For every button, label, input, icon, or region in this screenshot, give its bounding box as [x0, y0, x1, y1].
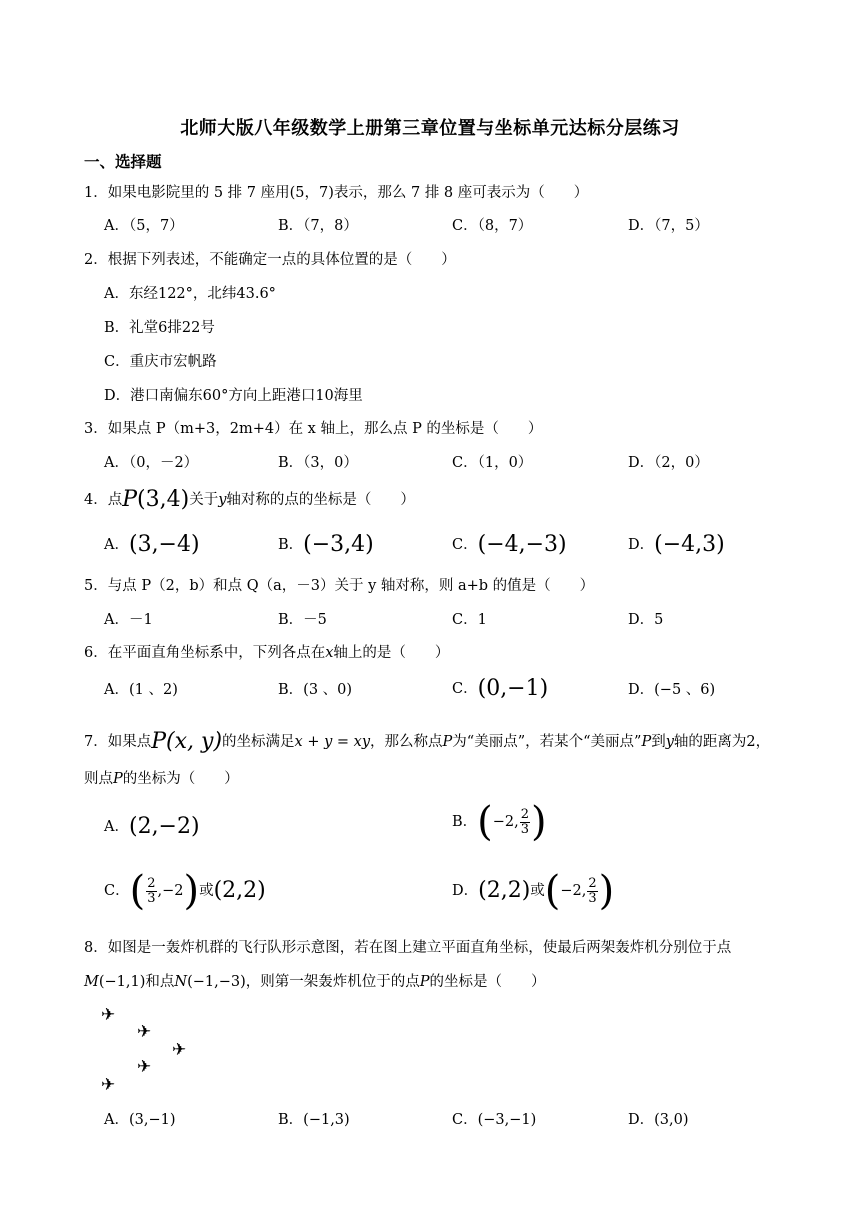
q7-p: P	[641, 734, 652, 750]
numerator: 2	[588, 875, 597, 891]
question-3: 3．如果点 P（m+3，2m+4）在 x 轴上，那么点 P 的坐标是（ ）	[84, 421, 543, 437]
q3-option-c: C．（1，0）	[452, 455, 533, 471]
q5-option-a: A．－1	[104, 612, 153, 628]
question-7-line-1	[84, 729, 770, 754]
q1-option-a: A．（5，7）	[104, 218, 184, 234]
q4-option-a	[104, 532, 200, 557]
q7-option-c-post: ,−2	[157, 883, 184, 899]
q4-option-c	[452, 532, 567, 557]
q7-option-b	[452, 799, 547, 845]
q7-option-a-label: A．	[104, 819, 129, 835]
q5-option-d: D．5	[628, 612, 664, 628]
q8-m: M	[84, 974, 99, 990]
q7-option-b-label: B．	[452, 814, 478, 830]
q8-option-d	[628, 1108, 689, 1129]
q4-option-b-value: (−3,4)	[303, 532, 374, 557]
q8-n: N	[174, 974, 188, 990]
q5-option-c: C．1	[452, 612, 487, 628]
numerator: 2	[147, 875, 156, 891]
question-6	[84, 641, 449, 662]
q6-option-a-label: A．	[104, 682, 129, 698]
q3-option-b: B．（3，0）	[278, 455, 358, 471]
paren-open: (	[129, 868, 146, 914]
question-2: 2．根据下列表述，不能确定一点的具体位置的是（ ）	[84, 252, 456, 268]
q8-option-a	[104, 1108, 176, 1129]
q6-prefix: 6．在平面直角坐标系中，下列各点在	[84, 645, 326, 661]
airplane-icon: ✈	[172, 1040, 187, 1060]
q7-option-c	[104, 868, 266, 914]
q2-option-d: D．港口南偏东60°方向上距港口10海里	[104, 388, 363, 404]
q6-option-b-label: B．	[278, 682, 304, 698]
q7-option-c-second: (2,2)	[213, 878, 266, 903]
q4-point: P	[122, 487, 138, 512]
question-1: 1．如果电影院里的 5 排 7 座用(5，7)表示，那么 7 排 8 座可表示为（ ）	[84, 185, 589, 201]
q6-option-b-value: (3 、0)	[303, 682, 353, 698]
fraction	[520, 808, 530, 837]
question-7-line-2	[84, 767, 239, 788]
q6-option-d-label: D．	[628, 682, 655, 698]
q8-option-b-label: B．	[278, 1112, 304, 1128]
q7-option-d-or: 或	[530, 883, 545, 899]
q7-text: ，	[755, 734, 771, 750]
q8-option-d-value: (3,0)	[654, 1112, 689, 1128]
fraction	[146, 877, 156, 906]
q4-option-a-label: A．	[104, 537, 129, 553]
q8-text: 和点	[145, 974, 175, 990]
q8-text: ，则第一架轰炸机位于的点	[245, 974, 420, 990]
q4-option-a-value: (3,−4)	[128, 532, 200, 557]
q6-option-c-value: (0,−1)	[477, 676, 549, 701]
q8-option-b	[278, 1108, 350, 1129]
q7-text: 的坐标为（ ）	[122, 771, 239, 787]
q4-axis: y	[218, 492, 227, 508]
q4-option-b-label: B．	[278, 537, 304, 553]
q1-option-b: B．（7，8）	[278, 218, 358, 234]
question-5: 5．与点 P（2，b）和点 Q（a，－3）关于 y 轴对称，则 a+b 的值是（ ）	[84, 578, 595, 594]
q4-prefix: 4．点	[84, 492, 123, 508]
q6-axis: x	[325, 645, 334, 661]
q7-option-c-label: C．	[104, 883, 130, 899]
q6-option-a-value: (1 、2)	[128, 682, 178, 698]
q4-suffix2: 轴对称的点的坐标是（ ）	[226, 492, 415, 508]
paren-close: )	[531, 799, 547, 845]
q7-option-c-or: 或	[199, 883, 214, 899]
q7-option-d-pre: −2,	[560, 883, 587, 899]
fraction	[587, 877, 597, 906]
q4-option-d-value: (−4,3)	[654, 532, 725, 557]
q8-option-d-label: D．	[628, 1112, 655, 1128]
q7-text: 到	[651, 734, 666, 750]
q7-text: 为“美丽点”，若某个“美丽点”	[452, 734, 642, 750]
q3-option-a: A．（0，－2）	[104, 455, 199, 471]
q4-suffix: 关于	[189, 492, 219, 508]
airplane-icon: ✈	[137, 1057, 152, 1077]
q6-option-d	[628, 678, 715, 699]
q4-option-c-value: (−4,−3)	[477, 532, 567, 557]
q6-option-d-value: (−5 、6)	[654, 682, 716, 698]
question-8-line-1: 8．如图是一轰炸机群的飞行队形示意图，若在图上建立平面直角坐标，使最后两架轰炸机分别位于点	[84, 940, 732, 956]
paren-close: )	[598, 868, 615, 914]
section-heading: 一、选择题	[84, 153, 162, 171]
question-4	[84, 487, 415, 512]
q4-option-d	[628, 532, 725, 557]
airplane-icon: ✈	[137, 1022, 152, 1042]
q7-text: 则点	[84, 771, 113, 787]
page-title: 北师大版八年级数学上册第三章位置与坐标单元达标分层练习	[180, 118, 680, 139]
q7-distance: 2	[746, 734, 756, 750]
q7-y: y	[665, 734, 674, 750]
q6-option-a	[104, 678, 178, 699]
numerator: 2	[520, 806, 530, 822]
question-8-line-2	[84, 970, 546, 991]
q4-coords: (3,4)	[137, 487, 190, 512]
q7-text: 的坐标满足	[222, 734, 295, 750]
q4-option-c-label: C．	[452, 537, 478, 553]
airplane-icon: ✈	[101, 1075, 116, 1095]
q7-option-d-first: (2,2)	[478, 878, 531, 903]
q8-option-c-label: C．	[452, 1112, 478, 1128]
paren-open: (	[477, 799, 493, 845]
q8-option-a-label: A．	[104, 1112, 129, 1128]
q6-option-b	[278, 678, 352, 699]
q7-text: 轴的距离为	[673, 734, 747, 750]
q8-option-b-value: (−1,3)	[303, 1112, 350, 1128]
q7-equation: x + y = xy	[294, 734, 371, 750]
q7-option-a	[104, 814, 200, 839]
q7-text: 7．如果点	[84, 734, 152, 750]
q7-p: P	[113, 771, 123, 787]
airplane-icon: ✈	[101, 1005, 116, 1025]
q7-p: P	[442, 734, 453, 750]
q7-option-d	[452, 868, 615, 914]
q7-option-a-value: (2,−2)	[128, 814, 200, 839]
q8-p: P	[419, 974, 430, 990]
q8-n-coords: (−1,−3)	[187, 974, 246, 990]
q4-option-d-label: D．	[628, 537, 655, 553]
paren-open: (	[544, 868, 561, 914]
q7-point: P(x, y)	[151, 729, 223, 754]
q8-text: 的坐标是（ ）	[429, 974, 546, 990]
q6-suffix: 轴上的是（ ）	[333, 645, 450, 661]
q6-option-c-label: C．	[452, 681, 478, 697]
q2-option-a: A．东经122°，北纬43.6°	[104, 286, 276, 302]
q2-option-c: C．重庆市宏帆路	[104, 354, 217, 370]
q1-option-d: D．（7，5）	[628, 218, 709, 234]
paren-close: )	[183, 868, 200, 914]
q7-option-d-label: D．	[452, 883, 479, 899]
denominator: 3	[588, 890, 597, 906]
q4-option-b	[278, 532, 374, 557]
q8-m-coords: (−1,1)	[98, 974, 146, 990]
q1-option-c: C．（8，7）	[452, 218, 533, 234]
q3-option-d: D．（2，0）	[628, 455, 709, 471]
denominator: 3	[520, 821, 530, 837]
q2-option-b: B．礼堂6排22号	[104, 320, 215, 336]
q6-option-c	[452, 676, 548, 701]
q5-option-b: B．－5	[278, 612, 327, 628]
q8-option-a-value: (3,−1)	[128, 1112, 176, 1128]
q8-option-c	[452, 1108, 536, 1129]
q8-option-c-value: (−3,−1)	[477, 1112, 537, 1128]
q7-option-b-pre: −2,	[492, 814, 519, 830]
denominator: 3	[147, 890, 156, 906]
q7-text: ，那么称点	[370, 734, 443, 750]
